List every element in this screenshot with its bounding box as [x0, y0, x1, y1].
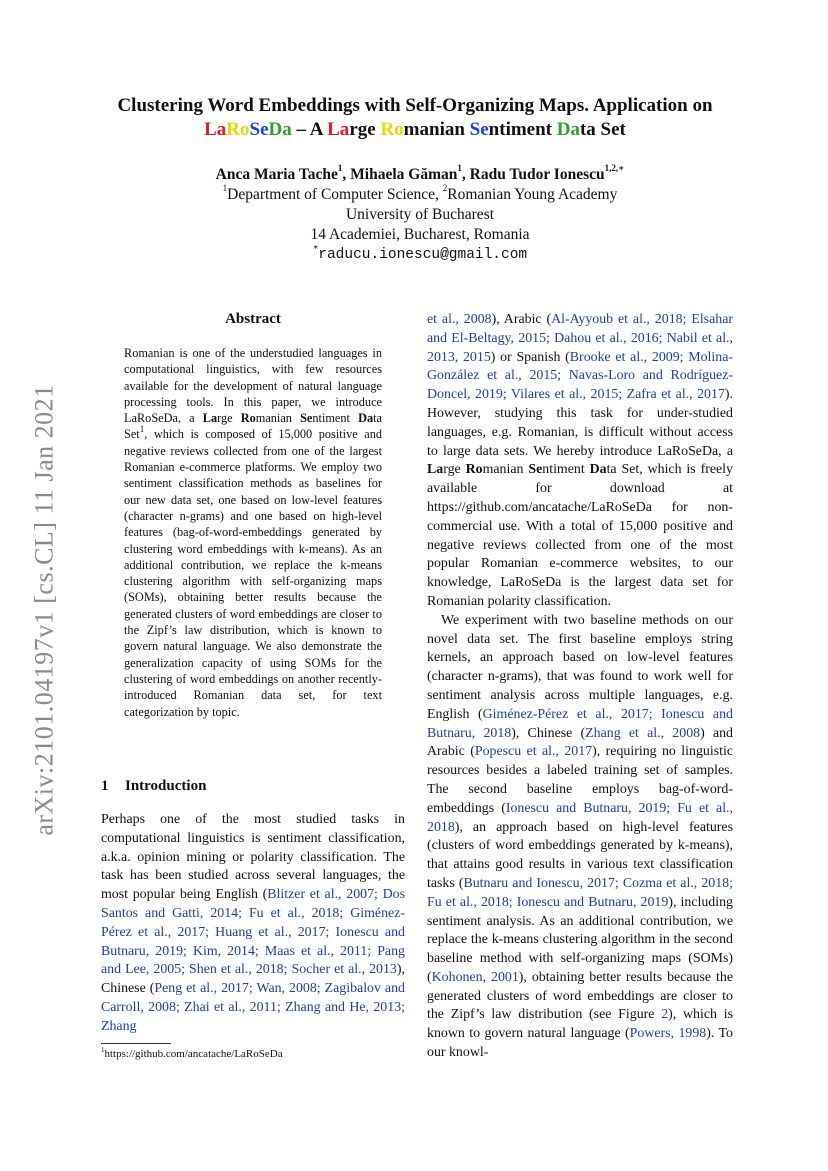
citation-chinese[interactable]: Peng et al., 2017; Wan, 2008; Zagibalov and Carroll, 2008; Zhai et al., 2011; Zhang and He, 2013; Zhang — [101, 981, 405, 1034]
author-1: Anca Maria Tache — [215, 166, 338, 183]
footnote-url[interactable]: https://github.com/ancatache/LaRoSeDa — [104, 1048, 283, 1060]
right-text-6: ta Set, which is freely available for download at https://github.com/ancatache/LaRoSeDa for non-commercial use. With a total of 15,000 positive and negative reviews collected from one of the most popular Romanian e-commerce websites, to our knowledge, LaRoSeDa is the largest data set for Romanian polarity classification. — [427, 462, 733, 609]
email-text: raducu.ionescu@gmail.com — [318, 247, 528, 263]
title-word-se: Se — [469, 119, 489, 140]
aff-sup-1: 1 — [222, 183, 228, 193]
affiliation-1: Department of Computer Science, — [227, 186, 443, 203]
author-2-sup: 1 — [457, 163, 462, 173]
abstract-bold-se: Se — [300, 411, 313, 426]
right-rge: rge — [443, 462, 466, 478]
abstract-text-b: , which is composed of 15,000 positive and negative reviews collected from one of the largest Romanian e-commerce platforms. We employ two sentiment classification methods as baselines for our new data set, one based on low-level features (character n-grams) and one based on high-level features (bag-of-word-embeddings generated by clustering word embeddings with k-means). As an additional contribution, we replace the k-means clustering algorithm with self-organizing maps (SOMs), obtaining better results because the generated clusters of word embeddings are closer to the Zipf’s law distribution, which is known to govern natural language. We also demonstrate the generalization capacity of using SOMs for the clustering of word embeddings on another recently-introduced Romanian data set, for text categorization by topic. — [124, 427, 382, 719]
title-acro-da: Da — [268, 119, 292, 140]
abstract-bold-la: La — [202, 411, 218, 426]
right-bold-da: Da — [589, 462, 607, 478]
citation-string-kernels-english[interactable]: Giménez-Pérez et al., 2017; Ionescu and Butnaru, 2018 — [427, 706, 733, 741]
p2-text-9: ). To our knowl- — [427, 1026, 734, 1061]
abstract-manian: manian — [255, 411, 292, 426]
citation-bag-of-embeddings[interactable]: Ionescu and Butnaru, 2019; Fu et al., 2018 — [427, 800, 733, 835]
author-block — [100, 165, 740, 265]
citation-chinese-cont[interactable]: et al., 2008 — [427, 312, 492, 327]
figure-reference[interactable]: 2 — [661, 1007, 669, 1023]
section-number: 1 — [101, 778, 109, 794]
abstract-text-a: Romanian is one of the understudied languages in computational linguistics, with few resources available for the development of natural language processing tools. In this paper, we introduce LaRoSeDa, a — [124, 346, 382, 426]
p2-text-8: ), which is known to govern natural language ( — [427, 1007, 733, 1042]
right-bold-ro: Ro — [465, 462, 483, 478]
arxiv-id-text: arXiv:2101.04197v1 [cs.CL] 11 Jan 2021 — [30, 384, 60, 836]
author-3: Radu Tudor Ionescu — [469, 166, 605, 183]
right-text-3: ), Arabic ( — [491, 312, 552, 327]
address: 14 Academiei, Bucharest, Romania — [310, 226, 530, 243]
university: University of Bucharest — [345, 206, 495, 223]
right-bold-se: Se — [528, 462, 543, 478]
right-bold-la: La — [427, 462, 444, 478]
title-word-rge: rge — [349, 119, 381, 140]
paper-title — [95, 94, 735, 142]
title-word-la: La — [327, 119, 350, 140]
citation-kohonen[interactable]: Kohonen, 2001 — [431, 969, 519, 985]
author-1-sup: 1 — [337, 163, 343, 173]
p2-text-4: ), requiring no linguistic resources besides a labeled training set of samples. The second baseline employs bag-of-word-embeddings ( — [427, 744, 733, 816]
abstract-bold-ro: Ro — [240, 411, 256, 426]
title-dash: – A — [291, 119, 328, 140]
footnote-number: 1 — [101, 1046, 105, 1054]
right-column — [427, 311, 733, 1063]
citation-string-kernels-chinese[interactable]: Zhang et al., 2008 — [585, 725, 701, 741]
p2-text-1: We experiment with two baseline methods on our novel data set. The first baseline employs string kernels, an approach based on low-level features (character n-grams), that was found to work well for sentiment analysis across multiple languages, e.g. English ( — [427, 612, 733, 722]
author-3-sup: 1,2,∗ — [604, 163, 625, 173]
abstract-rge: rge — [217, 411, 241, 426]
right-manian: manian — [482, 462, 529, 478]
arxiv-identifier — [20, 360, 70, 860]
p2-text-7: ), obtaining better results because the generated clusters of word embeddings are closer to the Zipf’s law distribution (see Figure — [427, 969, 734, 1023]
title-line-1: Clustering Word Embeddings with Self-Organizing Maps. Application on — [117, 95, 713, 116]
email-sup: ∗ — [312, 243, 319, 253]
right-text-5: ). However, studying this task for under-studied languages, e.g. Romanian, is difficult without access to large data sets. We hereby introduce LaRoSeDa, a — [427, 387, 733, 459]
citation-arabic[interactable]: Al-Ayyoub et al., 2018; Elsahar and El-Beltagy, 2015; Dahou et al., 2016; Nabil et al., 2013, 2015 — [427, 312, 733, 365]
abstract-heading: Abstract — [225, 311, 281, 327]
title-word-ro: Ro — [380, 119, 404, 140]
right-paragraph-2 — [427, 612, 733, 1063]
intro-paragraph — [101, 811, 405, 1037]
citation-spanish[interactable]: Brooke et al., 2009; Molina-González et al., 2015; Navas-Loro and Rodríguez-Doncel, 2019; Vilares et al., 2015; Zafra et al., 2017 — [427, 349, 734, 403]
title-line-2 — [95, 118, 735, 142]
author-names: Anca Maria Tache$^1$, Mihaela Găman$^1$, Radu Tudor Ionescu$^{1,2,∗}$ — [215, 163, 625, 183]
title-word-ta-set: ta Set — [579, 119, 626, 140]
title-acro-ro: Ro — [226, 119, 250, 140]
right-paragraph-1 — [427, 311, 733, 612]
citation-text-classification[interactable]: Butnaru and Ionescu, 2017; Cozma et al., 2018; Fu et al., 2018; Ionescu and Butnaru, 2019 — [427, 875, 733, 910]
footnote — [101, 1048, 283, 1060]
citation-english[interactable]: Blitzer et al., 2007; Dos Santos and Gatti, 2014; Fu et al., 2018; Giménez-Pérez et al., 2017; Huang et al., 2017; Ionescu and Butnaru, 2019; Kim, 2014; Maas et al., 2011; Pang and Lee, 2005; Shen et al., 2018; Socher et al., 2013 — [101, 887, 405, 978]
abstract-bold-da: Da — [358, 411, 374, 426]
p2-text-5: ), an approach based on high-level features (clusters of word embeddings generated by k-means), that attains good results in various text classification tasks ( — [427, 819, 733, 891]
citation-powers[interactable]: Powers, 1998 — [629, 1026, 707, 1042]
right-ntiment: ntiment — [542, 462, 590, 478]
affiliations — [100, 185, 740, 205]
title-acro-se: Se — [249, 119, 269, 140]
title-word-ntiment: ntiment — [488, 119, 557, 140]
abstract-footnote-mark[interactable]: 1 — [139, 424, 145, 435]
abstract-ta-set: ta Set — [124, 411, 382, 442]
intro-text-2: ), Chinese ( — [101, 962, 405, 997]
email — [100, 245, 740, 265]
p2-text-3: ) and Arabic ( — [427, 725, 733, 760]
aff-sup-2: 2 — [442, 183, 448, 193]
title-acro-la: La — [204, 119, 227, 140]
title-word-manian: manian — [403, 119, 470, 140]
abstract-body — [124, 345, 382, 720]
p2-text-6: ), including sentiment analysis. As an additional contribution, we replace the k-means clustering algorithm in the second baseline method with self-organizing maps (SOMs) ( — [427, 894, 734, 985]
affiliation-2: Romanian Young Academy — [447, 186, 618, 203]
section-title: Introduction — [125, 778, 207, 794]
intro-text-1: Perhaps one of the most studied tasks in computational linguistics is sentiment classification, a.k.a. opinion mining or polarity classification. The task has been studied across several languages, the most popular being English ( — [101, 812, 405, 903]
footnote-rule — [101, 1043, 171, 1044]
title-word-da: Da — [556, 119, 580, 140]
p2-text-2: ), Chinese ( — [511, 725, 586, 741]
section-heading-introduction — [101, 778, 206, 795]
abstract-ntiment: ntiment — [312, 411, 359, 426]
author-2: Mihaela Găman — [350, 166, 458, 183]
right-text-4: ) or Spanish ( — [490, 349, 570, 365]
citation-string-kernels-arabic[interactable]: Popescu et al., 2017 — [474, 744, 593, 760]
